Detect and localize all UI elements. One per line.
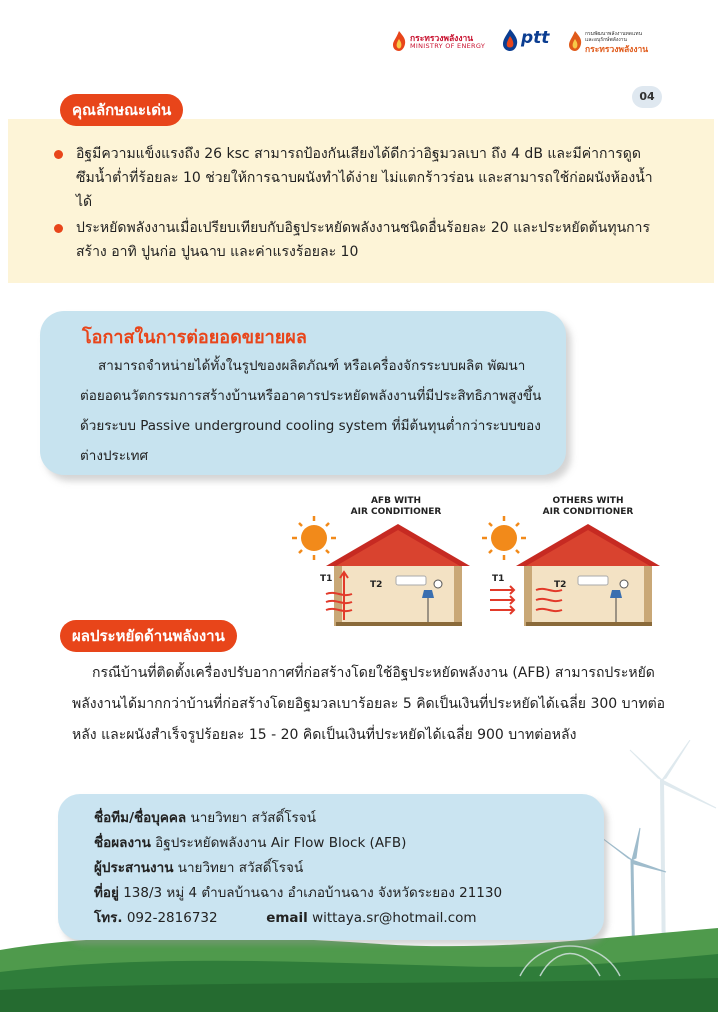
- work-value: อิฐประหยัดพลังงาน Air Flow Block (AFB): [155, 835, 407, 851]
- ministry-thai-name: กระทรวงพลังงาน: [410, 34, 474, 44]
- ptt-wordmark: ptt: [521, 28, 550, 48]
- bullet-dot-icon: [54, 224, 63, 233]
- dede-name-line3: กระทรวงพลังงาน: [585, 45, 649, 55]
- features-list: [54, 142, 654, 266]
- others-caption-line2: AIR CONDITIONER: [542, 507, 634, 517]
- ptt-flame-icon: [501, 28, 519, 52]
- list-item: [54, 142, 654, 214]
- opportunity-text: [80, 351, 546, 471]
- opportunity-title: โอกาสในการต่อยอดขยายผล: [82, 327, 307, 348]
- phone-email-row: [94, 906, 600, 931]
- email-value[interactable]: wittaya.sr@hotmail.com: [312, 910, 477, 926]
- list-item: [54, 216, 654, 264]
- feature-text: ประหยัดพลังงานเมื่อเปรียบเทียบกับอิฐประหยัดพลังงานชนิดอื่นร้อยละ 20 และประหยัดต้นทุนการสร้าง อาทิ ปูนก่อ ปูนฉาบ และค่าแรงร้อยละ 10: [76, 220, 650, 260]
- ministry-of-energy-logo: [390, 30, 486, 56]
- t1-label-right: T1: [492, 574, 505, 584]
- work-label: ชื่อผลงาน: [94, 835, 151, 851]
- afb-caption-line1: AFB WITH: [370, 496, 422, 506]
- page-number-badge: 04: [632, 86, 662, 108]
- team-value: นายวิทยา สวัสดิ์โรจน์: [190, 810, 316, 826]
- work-row: [94, 831, 600, 856]
- phone-value: 092-2816732: [126, 910, 218, 926]
- t2-label-right: T2: [554, 580, 567, 590]
- address-label: ที่อยู่: [94, 885, 119, 901]
- dede-flame-icon: [567, 30, 583, 52]
- address-row: [94, 881, 600, 906]
- flame-icon: [390, 30, 408, 52]
- header-logos: [384, 28, 684, 58]
- coordinator-label: ผู้ประสานงาน: [94, 860, 174, 876]
- coordinator-value: นายวิทยา สวัสดิ์โรจน์: [177, 860, 304, 876]
- ptt-logo: [501, 28, 550, 56]
- ministry-english-name: MINISTRY OF ENERGY: [410, 42, 486, 50]
- houses-illustration: [278, 490, 662, 630]
- dede-name-line1: กรมพัฒนาพลังงานทดแทน: [585, 31, 642, 37]
- energy-text: [72, 658, 668, 751]
- feature-text: อิฐมีความแข็งแรงถึง 26 ksc สามารถป้องกันเสียงได้ดีกว่าอิฐมวลเบา ถึง 4 dB และมีค่าการดูดซึมน้ำต่ำที่ร้อยละ 10 ช่วยให้การฉาบผนังทำได้ง่าย ไม่แตกร้าวร่อน และสามารถใช้ก่อผนังห้องน้ำได้: [76, 146, 653, 210]
- afb-caption-line2: AIR CONDITIONER: [350, 507, 442, 517]
- t2-label-left: T2: [370, 580, 383, 590]
- sun-icon: [292, 516, 336, 560]
- phone-label: โทร.: [94, 910, 123, 926]
- others-caption-line1: OTHERS WITH: [552, 496, 624, 506]
- sun-icon: [482, 516, 526, 560]
- t1-label-left: T1: [320, 574, 333, 584]
- energy-title: ผลประหยัดด้านพลังงาน: [60, 620, 237, 652]
- email-label: email: [266, 910, 308, 926]
- address-value: 138/3 หมู่ 4 ตำบลบ้านฉาง อำเภอบ้านฉาง จังหวัดระยอง 21130: [123, 885, 503, 901]
- energy-body: กรณีบ้านที่ติดตั้งเครื่องปรับอากาศที่ก่อสร้างโดยใช้อิฐประหยัดพลังงาน (AFB) สามารถประหยัดพลังงานได้มากกว่าบ้านที่ก่อสร้างโดยอิฐมวลเบาร้อยละ 5 คิดเป็นเงินที่ประหยัดได้เฉลี่ย 300 บาทต่อหลัง และผนังสำเร็จรูปร้อยละ 15 - 20 คิดเป็นเงินที่ประหยัดได้เฉลี่ย 900 บาทต่อหลัง: [72, 665, 666, 743]
- dede-logo: [567, 30, 649, 56]
- features-title: คุณลักษณะเด่น: [60, 94, 183, 126]
- team-label: ชื่อทีม/ชื่อบุคคล: [94, 810, 187, 826]
- house-comparison-diagram: [278, 490, 662, 630]
- opportunity-body: สามารถจำหน่ายได้ทั้งในรูปของผลิตภัณฑ์ หรือเครื่องจักรระบบผลิต พัฒนาต่อยอดนวัตกรรมการสร้างบ้านหรืออาคารประหยัดพลังงานที่มีประสิทธิภาพสูงขึ้นด้วยระบบ Passive underground cooling system ที่มีต้นทุนต่ำกว่าระบบของต่างประเทศ: [80, 358, 542, 464]
- bullet-dot-icon: [54, 150, 63, 159]
- contact-info: [94, 806, 600, 931]
- afb-house-icon: [326, 524, 470, 626]
- dede-name-line2: และอนุรักษ์พลังงาน: [585, 37, 627, 43]
- coordinator-row: [94, 856, 600, 881]
- team-row: [94, 806, 600, 831]
